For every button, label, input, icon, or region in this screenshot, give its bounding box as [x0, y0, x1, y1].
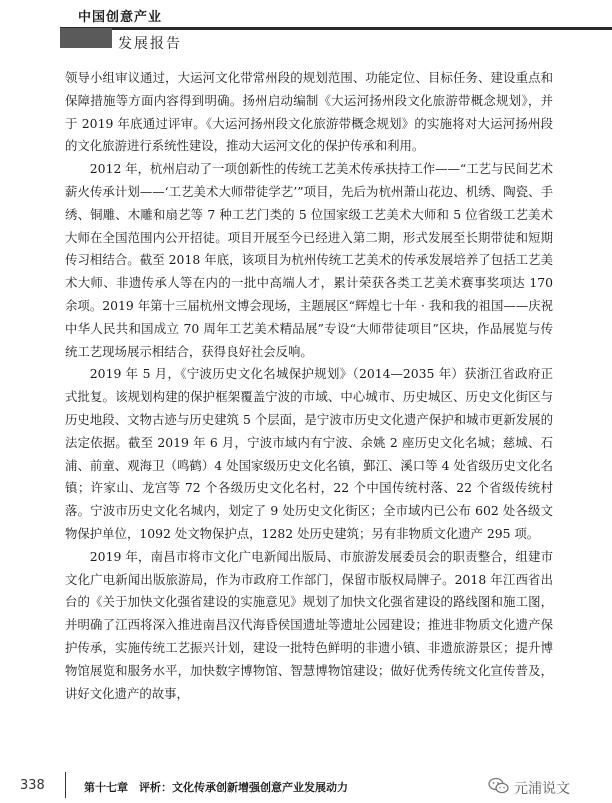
watermark-text: 元浦说文: [514, 781, 570, 797]
running-footer: [0, 770, 612, 803]
page-number: 338: [20, 778, 45, 793]
header-rule: [60, 27, 612, 30]
watermark: [488, 776, 570, 800]
wechat-icon: [488, 777, 510, 799]
header-tab: [60, 28, 112, 48]
paragraph-nanchang: 2019 年，南昌市将市文化广电新闻出版局、市旅游发展委员会的职责整合，组建市文化广电新闻出版旅游局，作为市政府工作部门，保留市版权局牌子。2018 年江西省出台的《关于加快文化强省建设的实施意见》规划了加快文化强省建设的路线图和施工图，并明确了江西将深入推进南昌汉代海昏侯国遗址等遗址公园建设；推进非物质文化遗产保护传承，实施传统工艺振兴计划，建设一批特色鲜明的非遗小镇、非遗旅游景区；提升博物馆展览和服务水平，加快数字博物馆、智慧博物馆建设；做好优秀传统文化宣传普及，讲好文化遗产的故事，: [65, 548, 553, 701]
paragraph-ningbo: 2019 年 5 月，《宁波历史文化名城保护规划》（2014—2035 年）获浙江省政府正式批复。该规划构建的保护框架覆盖宁波的市域、中心城市、历史城区、历史文化街区与历史地段、文物古迹与历史建筑 5 个层面，是宁波市历史文化遗产保护和城市更新发展的法定依据。截至 2019 年 6 月，宁波市域内有宁波、余姚 2 座历史文化名城；慈城、石浦、前童、观海卫（鸣鹤）4 处国家级历史文化名镇，鄞江、溪口等 4 处省级历史文化名镇；许家山、龙宫等 72 个各级历史文化名村，22 个中国传统村落、22 个省级传统村落。宁波市历史文化名城内，划定了 9 处历史文化街区；全市域内已公布 602 处各级文物保护单位，1092 处文物保护点，1282 处历史建筑；另有非物质文化遗产 295 项。: [65, 366, 553, 541]
body-text: [65, 67, 553, 705]
series-title: 中国创意产业: [78, 10, 163, 25]
paragraph-yangzhou: 领导小组审议通过，大运河文化带常州段的规划范围、功能定位、目标任务、建设重点和保障措施等方面内容得到明确。扬州启动编制《大运河扬州段文化旅游带概念规划》，并于 2019 年底通过评审。《大运河扬州段文化旅游带概念规划》的实施将对大运河扬州段的文化旅游进行系统性建设，推动大运河文化的保护传承和利用。: [65, 70, 553, 154]
chapter-caption: 第十七章 评析：文化传承创新增强创意产业发展动力: [84, 781, 348, 794]
running-header: [0, 0, 612, 52]
footer-divider: [65, 772, 66, 798]
paragraph-hangzhou: 2012 年，杭州启动了一项创新性的传统工艺美术传承扶持工作——“工艺与民间艺术薪火传承计划——‘工艺美术大师带徒学艺’”项目，先后为杭州萧山花边、机绣、陶瓷、手绣、铜雕、木雕和扇艺等 7 种工艺门类的 5 位国家级工艺美术大师和 5 位省级工艺美术大师在全国范围内公开招徒。项目开展至今已经进入第二期，形式发展至长期带徒和短期传习相结合。截至 2018 年底，该项目为杭州传统工艺美术的传承发展培养了包括工艺美术大师、非遗传承人等在内的一批中高端人才，累计荣获各类工艺美术赛事奖项达 170 余项。2019 年第十三届杭州文博会现场，主题展区“辉煌七十年 · 我和我的祖国——庆祝中华人民共和国成立 70 周年工艺美术精品展”专设“大师带徒项目”区块，作品展览与传统工艺现场展示相结合，获得良好社会反响。: [65, 161, 553, 359]
section-title: 发展报告: [118, 36, 182, 52]
